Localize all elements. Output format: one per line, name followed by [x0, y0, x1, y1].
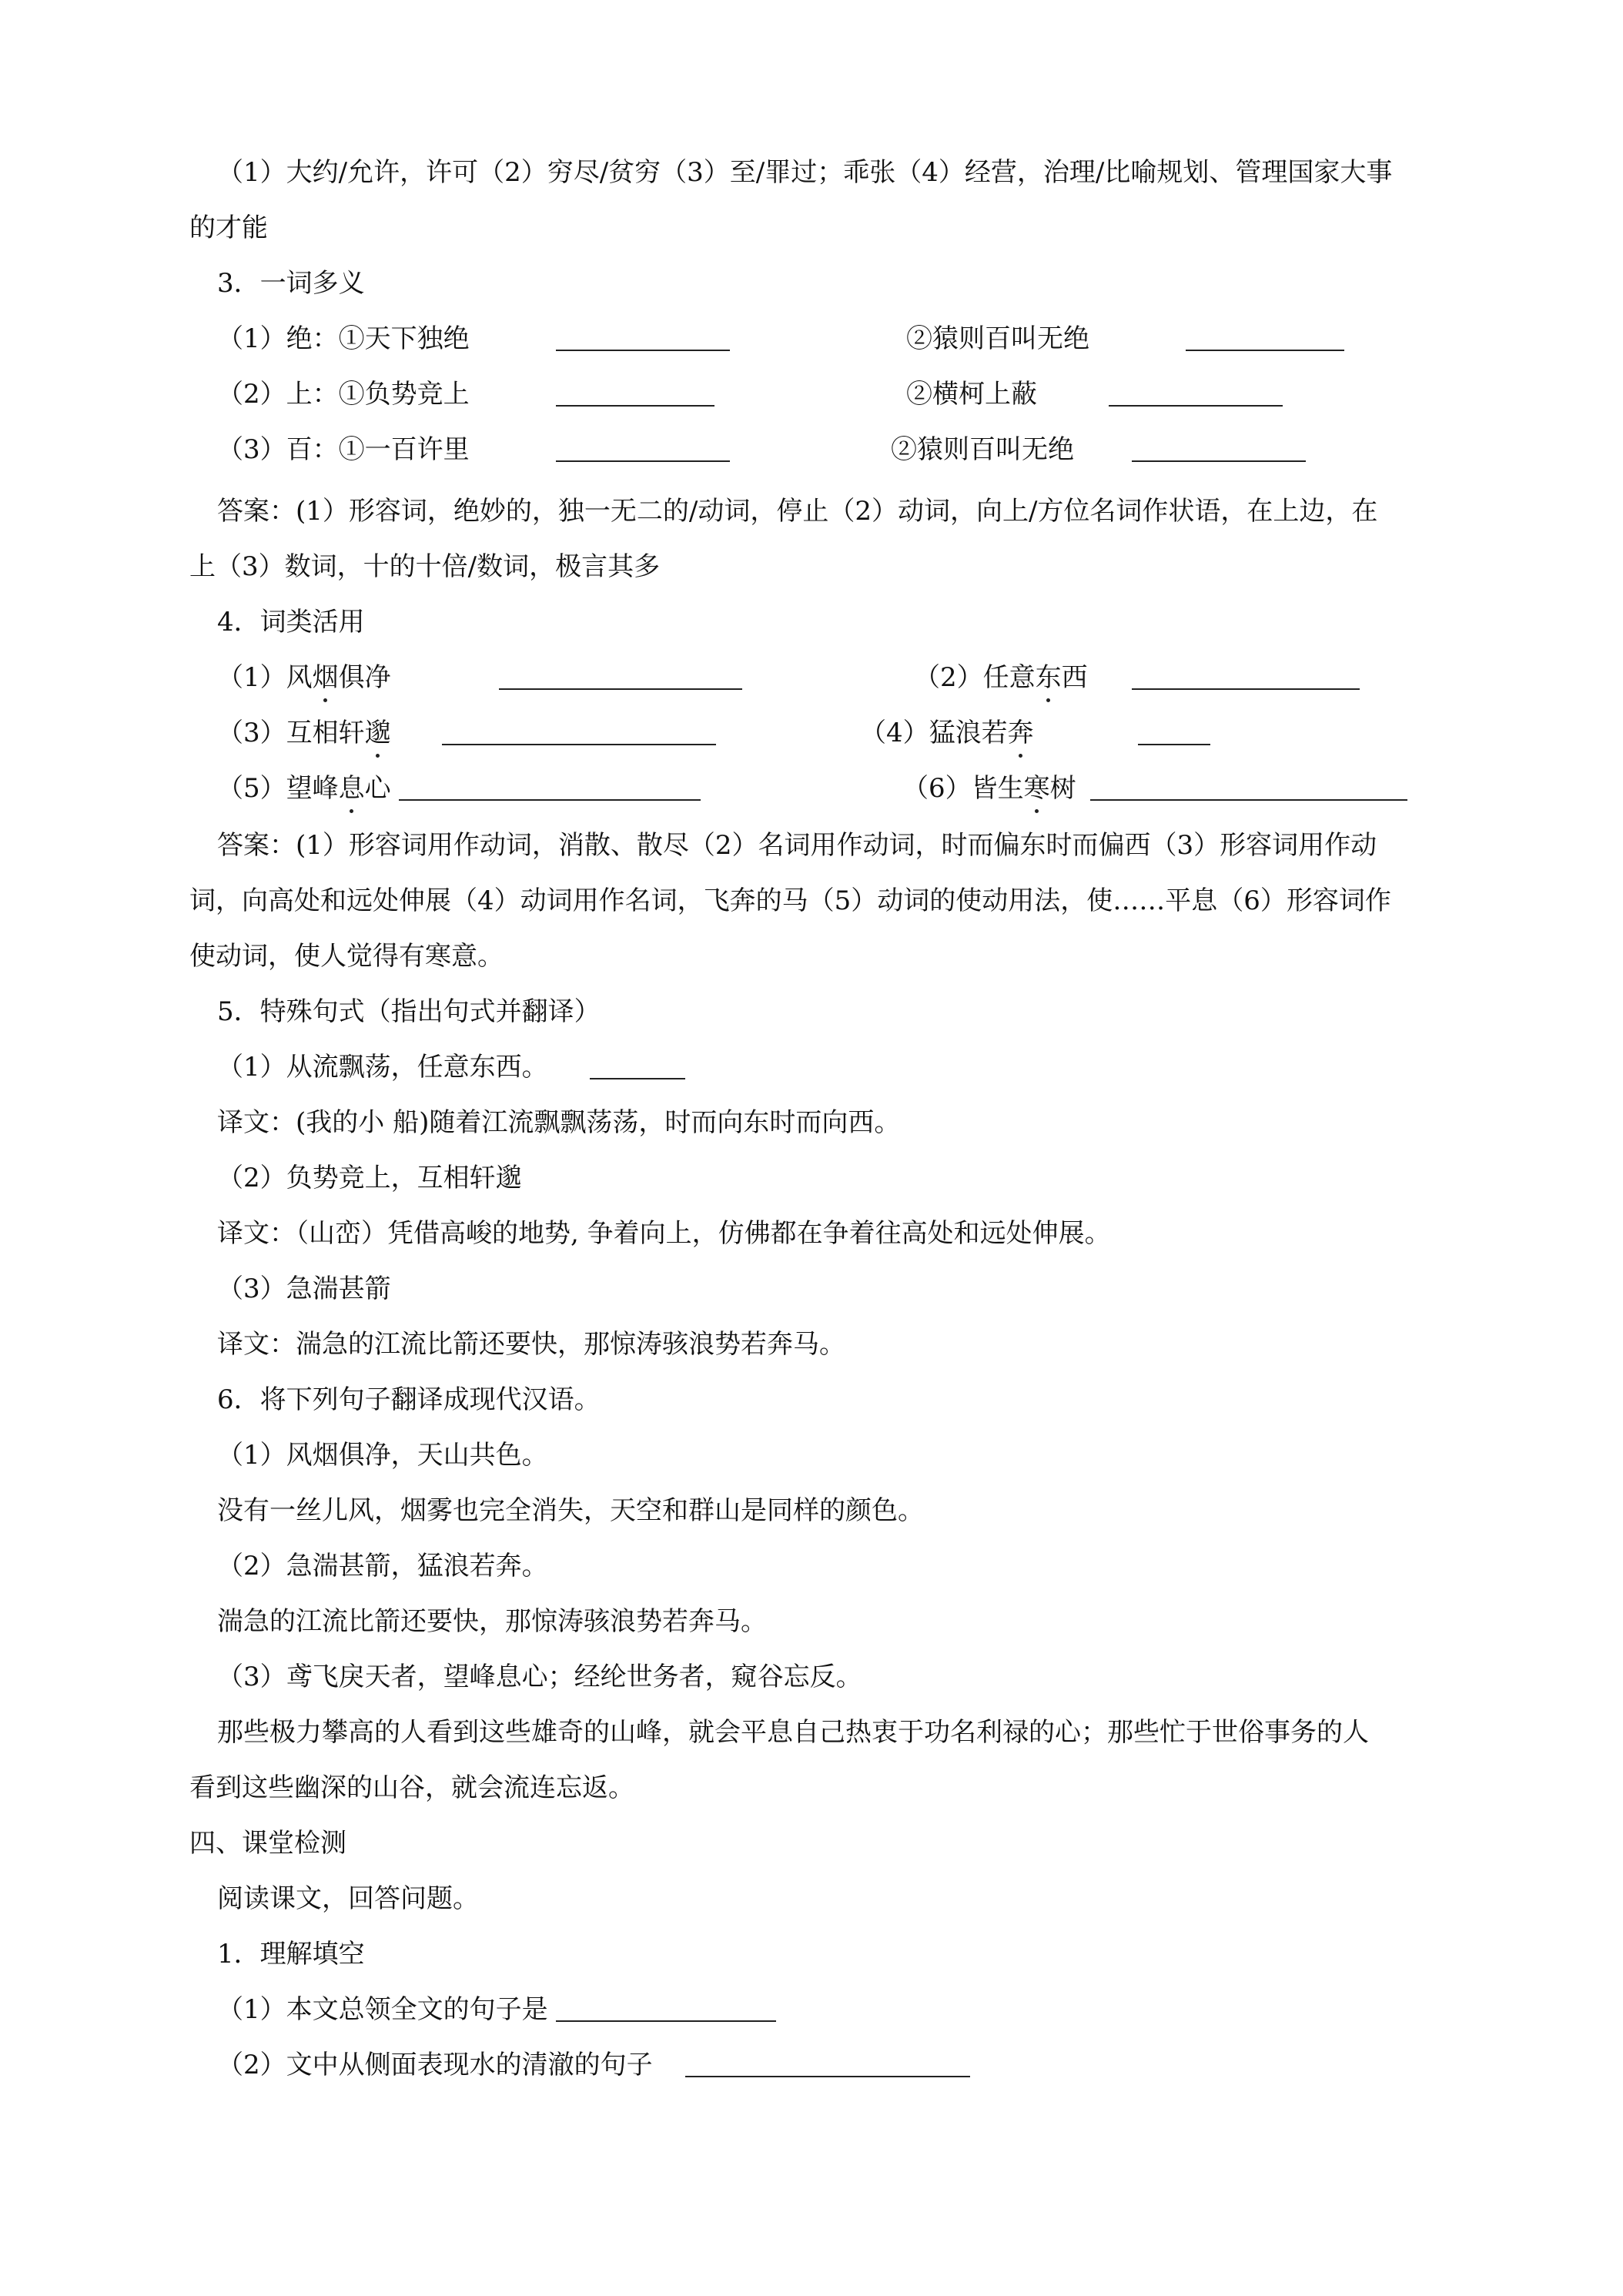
sentence-item-1: （1）从流飘荡，任意东西。: [217, 1052, 756, 1083]
polysemy-row-1: [217, 323, 1449, 354]
answer-blank: [1132, 460, 1306, 462]
answer-line-3-cont: 上（3）数词，十的十倍/数词，极言其多: [189, 551, 661, 582]
word-class-item-5: （5）望峰息心: [217, 773, 391, 804]
answer-blank: [1138, 744, 1210, 745]
emphasis-char: 烟: [312, 662, 339, 693]
answer-line-4: 答案：(1）形容词用作动词，消散、散尽（2）名词用作动词，时而偏东时而偏西（3）形容词用作动: [217, 830, 1377, 861]
answer-blank: [1109, 405, 1283, 407]
polysemy-3-prompt-b: ②猿则百叫无绝: [891, 434, 1074, 465]
answer-line-4-cont2: 使动词，使人觉得有寒意。: [189, 941, 504, 972]
section-heading-class-test: 四、课堂检测: [189, 1828, 346, 1859]
translate-item-3: （3）鸢飞戾天者，望峰息心；经纶世务者，窥谷忘反。: [217, 1662, 862, 1692]
translate-answer-2: 湍急的江流比箭还要快，那惊涛骇浪势若奔马。: [217, 1606, 767, 1637]
translation-3: 译文：湍急的江流比箭还要快，那惊涛骇浪势若奔马。: [217, 1329, 845, 1360]
emphasis-char: 寒: [1023, 773, 1050, 804]
answer-blank: [556, 460, 730, 462]
emphasis-char: 东: [1035, 662, 1062, 693]
reading-instruction: 阅读课文，回答问题。: [217, 1883, 479, 1914]
emphasis-char: 邈: [364, 718, 391, 748]
polysemy-row-3: [217, 434, 1449, 465]
translate-item-2: （2）急湍甚箭，猛浪若奔。: [217, 1551, 548, 1581]
translate-answer-1: 没有一丝儿风，烟雾也完全消失，天空和群山是同样的颜色。: [217, 1495, 924, 1526]
sentence-item-2: （2）负势竞上，互相轩邈: [217, 1163, 522, 1193]
polysemy-1-prompt-a: （1）绝：①天下独绝: [217, 323, 470, 354]
answer-blank: [685, 2076, 970, 2077]
section-heading-fill-in: 1．理解填空: [217, 1939, 365, 1970]
polysemy-row-2: [217, 379, 1449, 410]
translate-answer-3: 那些极力攀高的人看到这些雄奇的山峰，就会平息自己热衷于功名利禄的心；那些忙于世俗事务的人: [217, 1717, 1369, 1748]
section-heading-translation: 6．将下列句子翻译成现代汉语。: [217, 1384, 601, 1415]
answer-blank: [1132, 688, 1360, 690]
answer-blank: [556, 350, 730, 351]
translate-item-1: （1）风烟俱净，天山共色。: [217, 1440, 548, 1471]
word-class-row-3: [217, 773, 1449, 804]
polysemy-1-prompt-b: ②猿则百叫无绝: [906, 323, 1089, 354]
word-class-row-1: [217, 662, 1449, 693]
fill-item-2: （2）文中从侧面表现水的清澈的句子: [217, 2050, 1064, 2080]
translation-1: 译文：(我的小 船)随着江流飘飘荡荡，时而向东时而向西。: [217, 1107, 901, 1138]
answer-blank: [556, 2020, 776, 2022]
answer-line-4-cont: 词，向高处和远处伸展（4）动词用作名词，飞奔的马（5）动词的使动用法，使……平息（6）形容词作: [189, 885, 1391, 916]
translation-2: 译文：（山峦）凭借高峻的地势, 争着向上，仿佛都在争着往高处和远处伸展。: [217, 1218, 1111, 1249]
section-heading-sentence-patterns: 5．特殊句式（指出句式并翻译）: [217, 996, 601, 1027]
answer-blank: [1090, 799, 1407, 801]
answer-blank: [499, 688, 742, 690]
answer-blank: [442, 744, 716, 745]
section-heading-word-class: 4．词类活用: [217, 607, 365, 638]
translate-answer-3-cont: 看到这些幽深的山谷，就会流连忘返。: [189, 1772, 634, 1803]
fill-item-1: （1）本文总领全文的句子是: [217, 1994, 910, 2025]
word-class-item-3: （3）互相轩邈: [217, 718, 391, 748]
sentence-item-3: （3）急湍甚箭: [217, 1274, 391, 1304]
answer-line-1-cont: 的才能: [189, 213, 268, 243]
answer-blank: [556, 405, 714, 407]
word-class-item-2: （2）任意东西: [914, 662, 1088, 693]
word-class-row-2: [217, 718, 1449, 748]
answer-line-1: （1）大约/允许，许可（2）穷尽/贫穷（3）至/罪过；乖张（4）经营，治理/比喻规划、管理国家大事: [217, 157, 1393, 188]
emphasis-char: 奔: [1007, 718, 1034, 748]
polysemy-2-prompt-b: ②横柯上蔽: [906, 379, 1037, 410]
section-heading-polysemy: 3．一词多义: [217, 268, 365, 299]
answer-blank: [590, 1078, 685, 1079]
word-class-item-4: （4）猛浪若奔: [860, 718, 1034, 748]
answer-line-3: 答案：(1）形容词，绝妙的，独一无二的/动词，停止（2）动词，向上/方位名词作状语，在上边，在: [217, 496, 1378, 527]
word-class-item-6: （6）皆生寒树: [902, 773, 1076, 804]
word-class-item-1: （1）风烟俱净: [217, 662, 391, 693]
answer-blank: [1186, 350, 1344, 351]
answer-blank: [399, 799, 701, 801]
polysemy-3-prompt-a: （3）百：①一百许里: [217, 434, 470, 465]
polysemy-2-prompt-a: （2）上：①负势竞上: [217, 379, 470, 410]
emphasis-char: 息: [338, 773, 365, 804]
